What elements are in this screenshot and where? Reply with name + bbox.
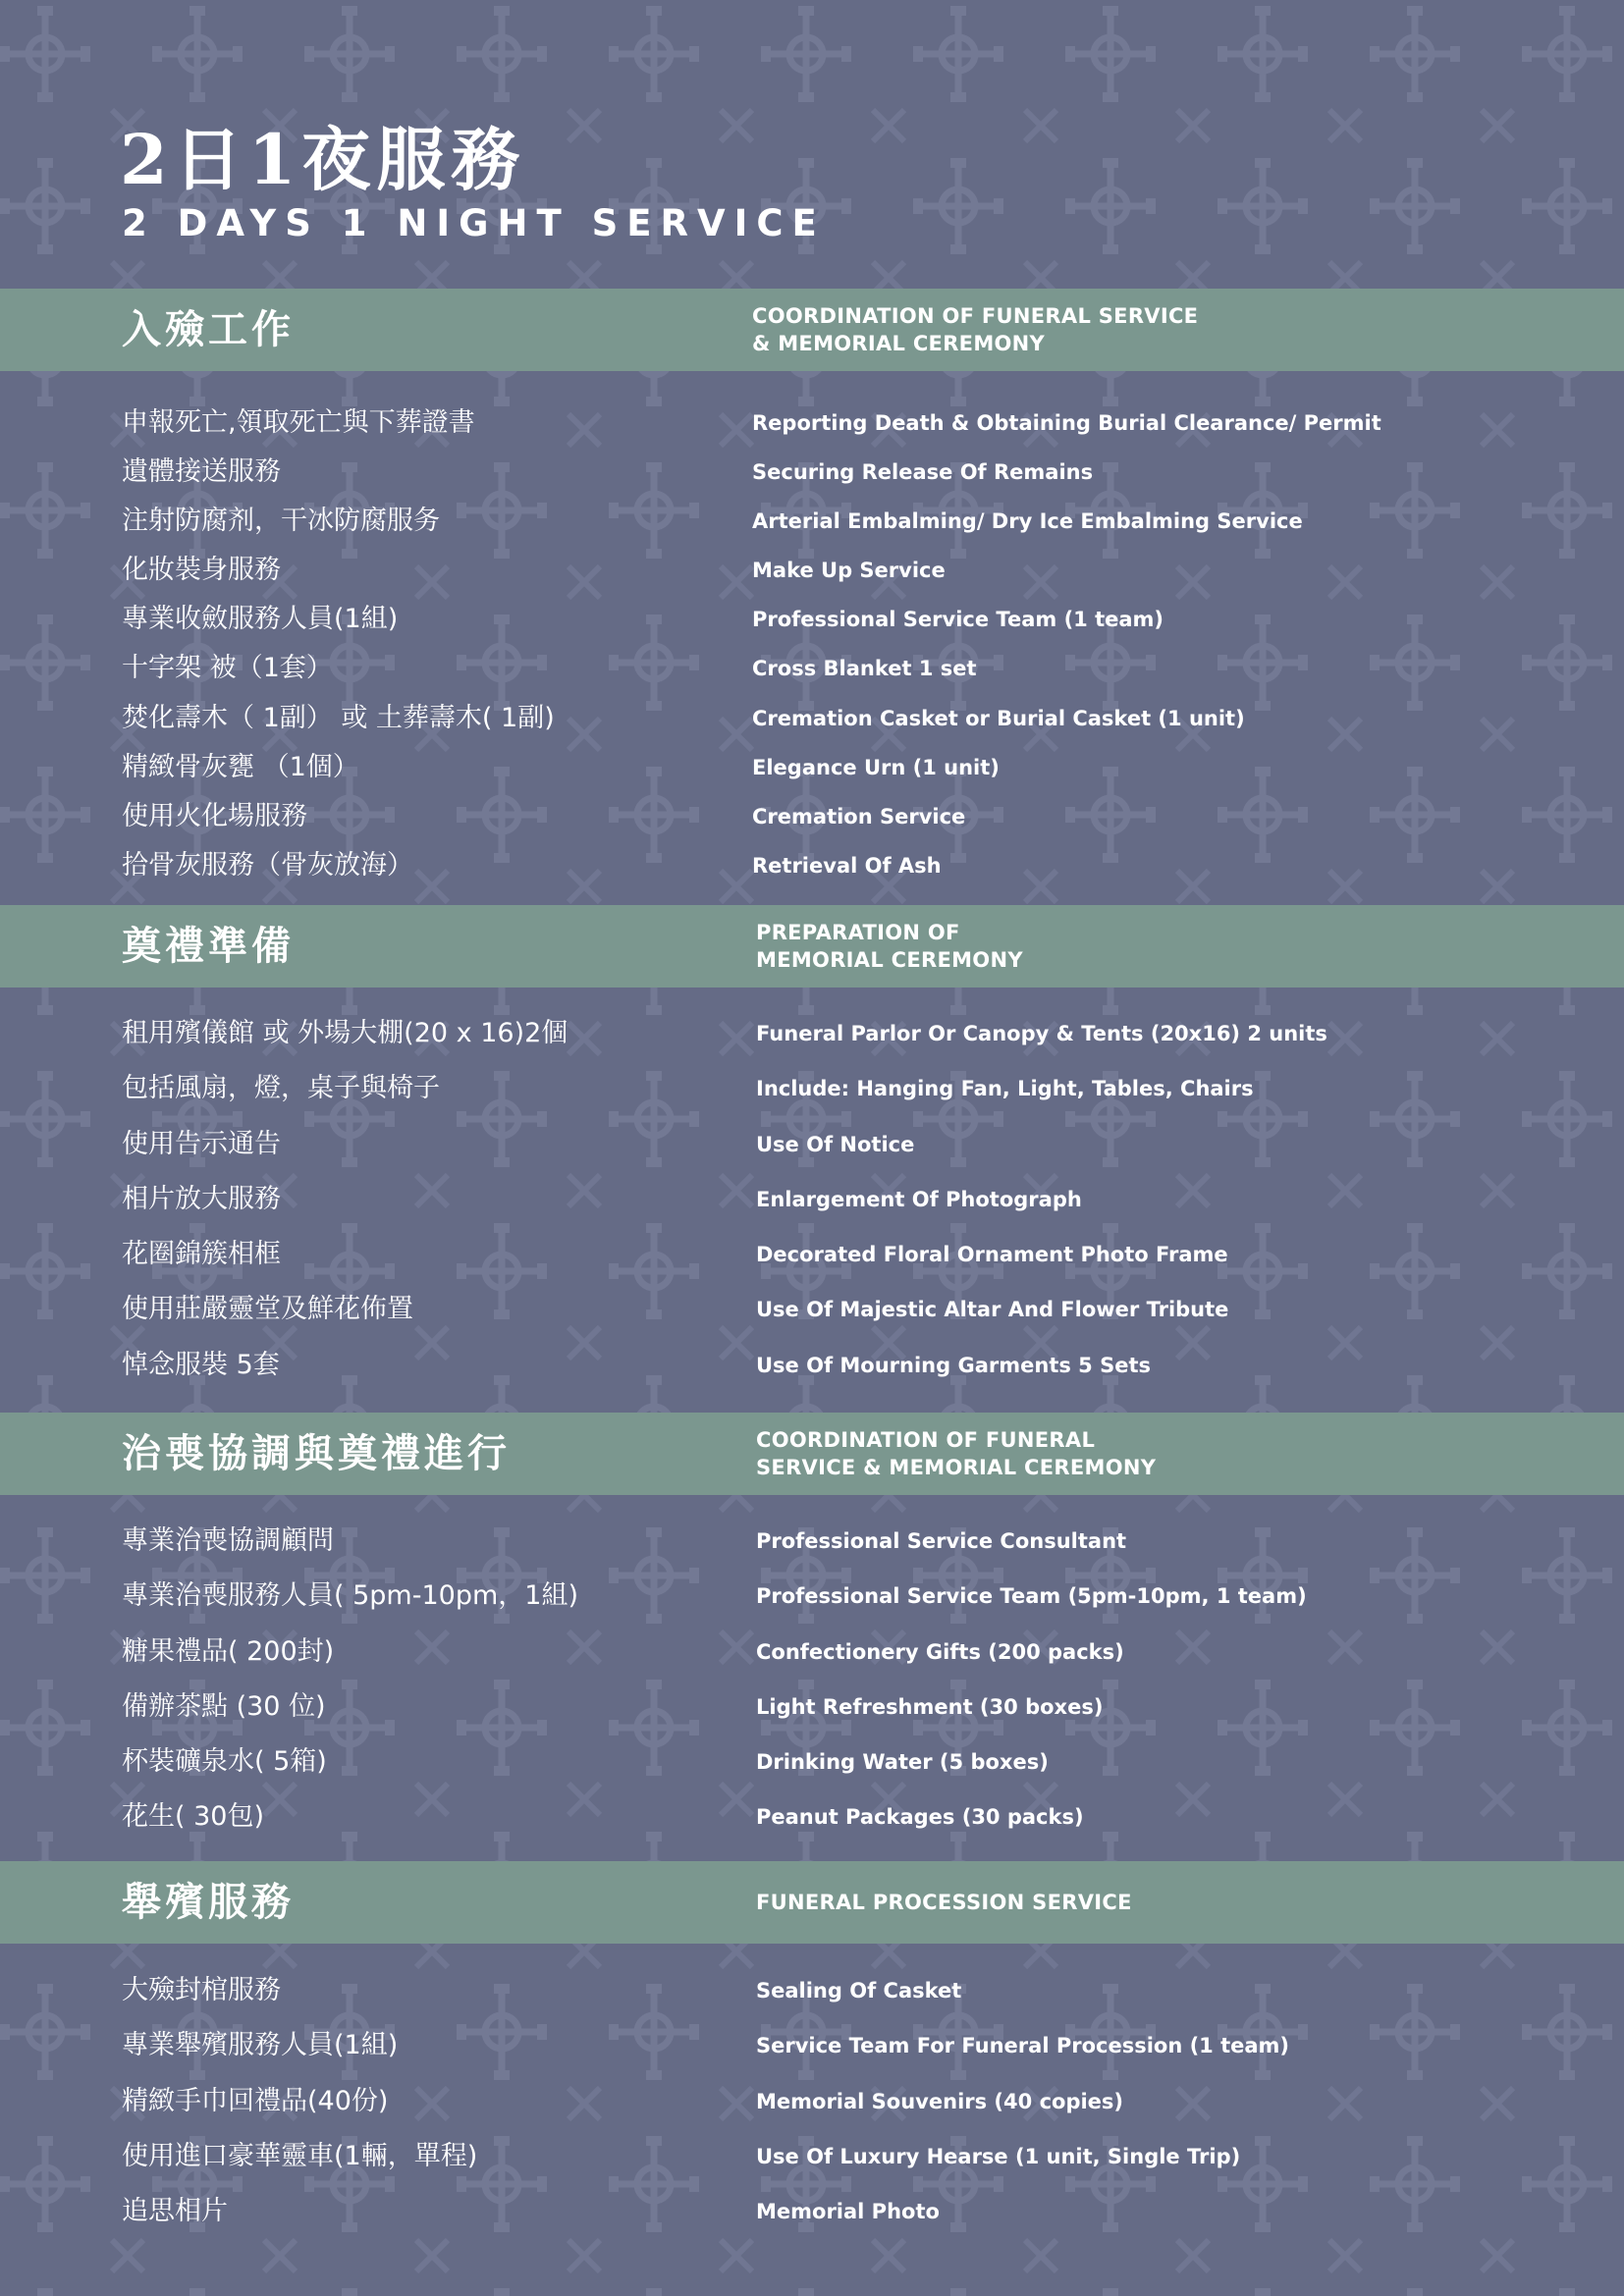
section-item-list	[0, 1514, 1624, 1845]
section-title-en-line: COORDINATION OF FUNERAL	[756, 1428, 1096, 1452]
service-item-zh: 大殮封棺服務	[122, 1975, 281, 2005]
service-item-en: Cross Blanket 1 set	[752, 657, 977, 681]
service-item-row	[0, 1680, 1624, 1735]
service-item-en: Confectionery Gifts (200 packs)	[756, 1639, 1124, 1664]
service-item-zh: 專業治喪協調顧問	[122, 1525, 334, 1556]
service-item-row	[0, 448, 1624, 497]
service-item-en: Elegance Urn (1 unit)	[752, 755, 1000, 779]
service-item-en: Include: Hanging Fan, Light, Tables, Chairs	[756, 1077, 1254, 1101]
service-item-en: Use Of Luxury Hearse (1 unit, Single Trip)	[756, 2144, 1241, 2168]
service-item-en: Memorial Souvenirs (40 copies)	[756, 2089, 1124, 2113]
service-item-en: Funeral Parlor Or Canopy & Tents (20x16) 2 units	[756, 1022, 1327, 1045]
service-item-row	[0, 644, 1624, 693]
service-item-zh: 悼念服裝 5套	[122, 1349, 280, 1380]
service-item-row	[0, 2184, 1624, 2239]
service-item-zh: 專業治喪服務人員( 5pm-10pm，1組)	[122, 1580, 578, 1612]
service-item-zh: 申報死亡,領取死亡與下葬證書	[122, 407, 475, 438]
service-item-en: Drinking Water (5 boxes)	[756, 1750, 1049, 1775]
service-item-en: Light Refreshment (30 boxes)	[756, 1694, 1104, 1719]
section-title-zh: 舉殯服務	[122, 1879, 295, 1925]
section-header-band	[0, 905, 1624, 988]
section-title-en	[756, 1861, 1132, 1944]
service-item-zh: 杯裝礦泉水( 5箱)	[122, 1746, 327, 1778]
page-title-en: 2 DAYS 1 NIGHT SERVICE	[122, 202, 826, 244]
service-item-zh: 備辦茶點 (30 位)	[122, 1690, 326, 1722]
service-item-zh: 焚化壽木（ 1副） 或 土葬壽木( 1副)	[122, 702, 555, 733]
section-title-en	[752, 289, 1198, 371]
section-title-en-line: SERVICE & MEMORIAL CEREMONY	[756, 1456, 1157, 1479]
service-item-zh: 使用告示通告	[122, 1128, 281, 1159]
service-item-zh: 花生( 30包)	[122, 1801, 265, 1833]
section-title-en-line: PREPARATION OF	[756, 921, 960, 944]
service-item-zh: 包括風扇，燈，桌子與椅子	[122, 1073, 440, 1104]
service-item-en: Cremation Casket or Burial Casket (1 unit)	[752, 706, 1245, 730]
service-item-en: Cremation Service	[752, 804, 966, 828]
service-item-en: Service Team For Funeral Procession (1 team)	[756, 2034, 1290, 2058]
page-title-zh: 2日1夜服務	[120, 119, 526, 200]
service-item-row	[0, 1569, 1624, 1624]
section-title-en-line: MEMORIAL CEREMONY	[756, 948, 1023, 972]
section-title-en	[756, 905, 1023, 988]
service-item-row	[0, 1172, 1624, 1227]
section-title-en	[756, 1413, 1156, 1495]
service-item-en: Sealing Of Casket	[756, 1979, 962, 2002]
service-item-row	[0, 1338, 1624, 1393]
service-item-row	[0, 1789, 1624, 1844]
section-item-list	[0, 1006, 1624, 1393]
service-item-row	[0, 743, 1624, 792]
service-item-row	[0, 546, 1624, 595]
service-item-row	[0, 2074, 1624, 2129]
service-item-row	[0, 497, 1624, 546]
service-item-row	[0, 2129, 1624, 2184]
service-item-row	[0, 2018, 1624, 2073]
service-item-zh: 注射防腐剂，干冰防腐服务	[122, 506, 440, 537]
service-item-zh: 拾骨灰服務（骨灰放海）	[122, 849, 413, 881]
service-item-en: Use Of Majestic Altar And Flower Tribute	[756, 1298, 1229, 1322]
service-item-en: Securing Release Of Remains	[752, 460, 1094, 485]
section-header-band	[0, 289, 1624, 371]
service-item-zh: 專業收斂服務人員(1組)	[122, 604, 399, 635]
service-item-row	[0, 841, 1624, 890]
service-item-en: Use Of Notice	[756, 1132, 915, 1156]
service-item-en: Use Of Mourning Garments 5 Sets	[756, 1353, 1151, 1377]
service-item-row	[0, 399, 1624, 448]
service-item-row	[0, 1514, 1624, 1569]
service-item-row	[0, 1735, 1624, 1789]
service-item-en: Arterial Embalming/ Dry Ice Embalming Service	[752, 509, 1303, 534]
section-title-zh: 入殮工作	[122, 306, 295, 352]
service-item-zh: 使用火化場服務	[122, 800, 307, 831]
service-item-zh: 專業舉殯服務人員(1組)	[122, 2030, 399, 2061]
service-item-row	[0, 1227, 1624, 1282]
service-item-en: Reporting Death & Obtaining Burial Clearance/ Permit	[752, 411, 1381, 435]
service-item-en: Memorial Photo	[756, 2200, 940, 2224]
service-item-row	[0, 1625, 1624, 1680]
service-item-zh: 使用莊嚴靈堂及鮮花佈置	[122, 1294, 413, 1325]
section-title-en-line: & MEMORIAL CEREMONY	[752, 332, 1046, 355]
service-item-zh: 精緻手巾回禮品(40份)	[122, 2085, 389, 2116]
service-item-row	[0, 1061, 1624, 1116]
service-item-zh: 精緻骨灰甕 （1個）	[122, 751, 359, 782]
service-item-en: Professional Service Consultant	[756, 1529, 1127, 1553]
section-title-en-line: FUNERAL PROCESSION SERVICE	[756, 1891, 1132, 1914]
section-item-list	[0, 399, 1624, 890]
service-item-zh: 十字架 被（1套）	[122, 653, 333, 684]
section-title-zh: 奠禮準備	[122, 923, 295, 969]
service-item-en: Retrieval Of Ash	[752, 853, 942, 878]
section-header-band	[0, 1413, 1624, 1495]
service-item-row	[0, 1963, 1624, 2018]
service-item-en: Professional Service Team (5pm-10pm, 1 team)	[756, 1584, 1307, 1609]
service-item-en: Peanut Packages (30 packs)	[756, 1805, 1084, 1830]
service-item-zh: 花圈錦簇相框	[122, 1239, 281, 1270]
section-title-zh: 治喪協調與奠禮進行	[122, 1430, 511, 1476]
service-item-en: Professional Service Team (1 team)	[752, 608, 1164, 632]
service-item-row	[0, 792, 1624, 841]
service-item-zh: 糖果禮品( 200封)	[122, 1635, 335, 1667]
service-item-row	[0, 694, 1624, 743]
service-item-row	[0, 1282, 1624, 1337]
section-title-en-line: COORDINATION OF FUNERAL SERVICE	[752, 304, 1199, 328]
section-item-list	[0, 1963, 1624, 2239]
service-item-zh: 租用殯儀館 或 外場大棚(20 x 16)2個	[122, 1018, 568, 1048]
service-item-zh: 使用進口豪華靈車(1輛，單程)	[122, 2140, 478, 2171]
service-item-en: Decorated Floral Ornament Photo Frame	[756, 1243, 1228, 1267]
section-header-band	[0, 1861, 1624, 1944]
service-item-zh: 遺體接送服務	[122, 456, 281, 488]
service-item-en: Make Up Service	[752, 559, 946, 583]
service-item-zh: 化妝裝身服務	[122, 555, 281, 586]
service-item-zh: 相片放大服務	[122, 1183, 281, 1214]
service-item-row	[0, 1006, 1624, 1061]
service-item-en: Enlargement Of Photograph	[756, 1187, 1082, 1211]
service-item-row	[0, 1117, 1624, 1172]
service-item-row	[0, 595, 1624, 644]
service-item-zh: 追思相片	[122, 2196, 228, 2227]
